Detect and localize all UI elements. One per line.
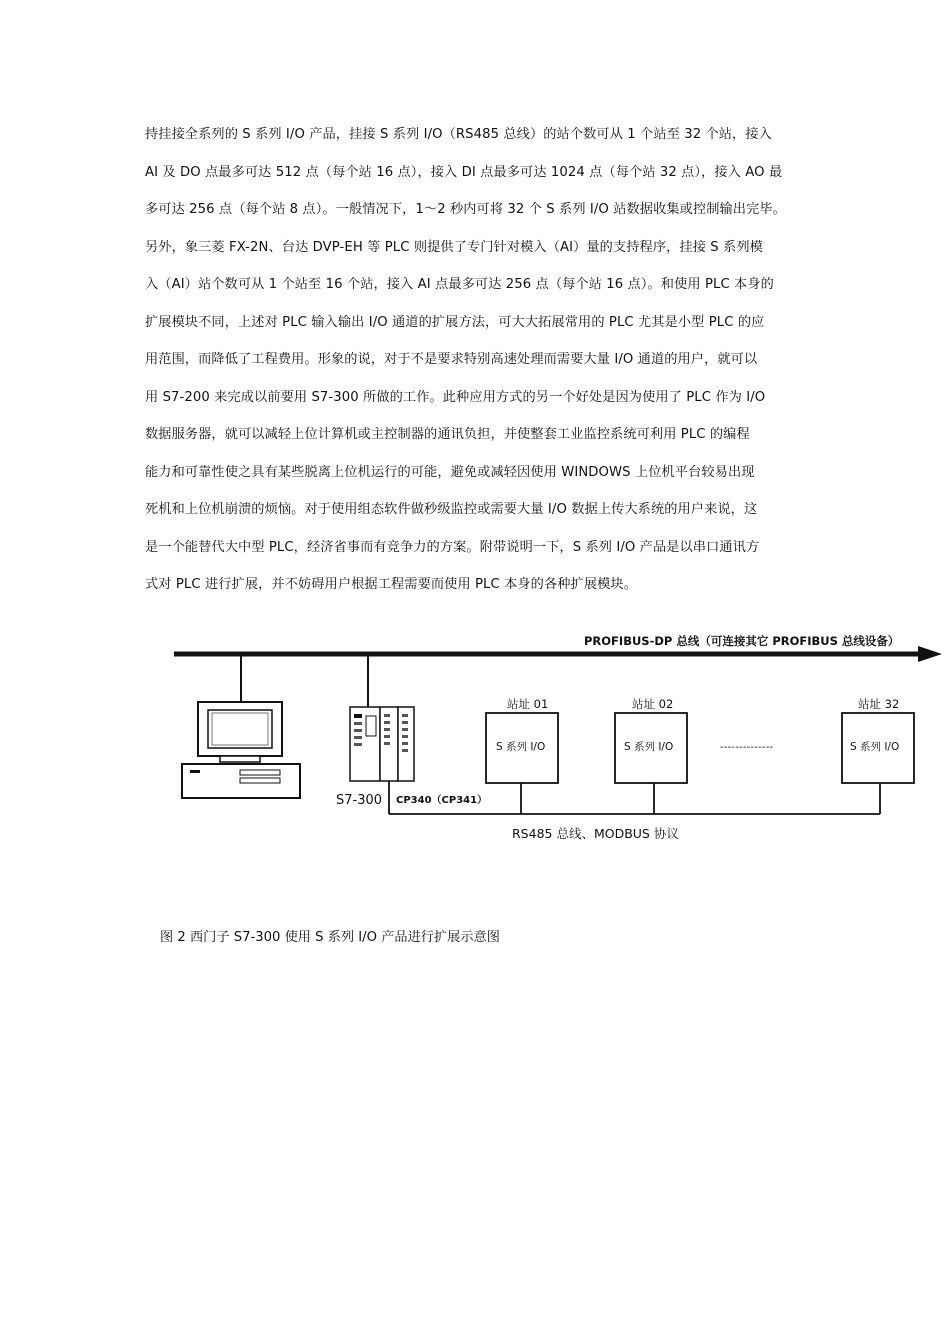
paragraph-line: AI 及 DO 点最多可达 512 点（每个站 16 点），接入 DI 点最多可达 1024 点（每个站 32 点），接入 AO 最 <box>145 164 783 180</box>
station-title: 站址 32 <box>858 697 900 711</box>
station-box-label: S 系列 I/O <box>624 741 674 753</box>
paragraph-line: 数据服务器，就可以减轻上位计算机或主控制器的通讯负担，并使整套工业监控系统可利用 PLC 的编程 <box>145 427 750 442</box>
computer-icon <box>182 654 300 798</box>
station-box-label: S 系列 I/O <box>496 741 546 753</box>
paragraph-line: 持挂接全系列的 S 系列 I/O 产品，挂接 S 系列 I/O（RS485 总线）的站个数可从 1 个站至 32 个站，接入 <box>145 127 772 142</box>
plc-label: S7-300 <box>336 793 383 808</box>
stations-ellipsis: -------------- <box>720 742 774 753</box>
paragraph-line: 用范围，而降低了工程费用。形象的说，对于不是要求特别高速处理而需要大量 I/O 通道的用户，就可以 <box>145 352 758 367</box>
rs485-label: RS485 总线、MODBUS 协议 <box>512 826 679 841</box>
station-box-label: S 系列 I/O <box>850 741 900 753</box>
paragraph-line: 式对 PLC 进行扩展，并不妨碍用户根据工程需要而使用 PLC 本身的各种扩展模块。 <box>145 577 637 592</box>
figure-caption: 图 2 西门子 S7-300 使用 S 系列 I/O 产品进行扩展示意图 <box>160 930 500 945</box>
profibus-bus-label: PROFIBUS-DP 总线（可连接其它 PROFIBUS 总线设备） <box>584 634 900 648</box>
paragraph-line: 能力和可靠性使之具有某些脱离上位机运行的可能，避免或减轻因使用 WINDOWS 上位机平台较易出现 <box>145 464 755 480</box>
paragraph-line: 另外，象三菱 FX-2N、台达 DVP-EH 等 PLC 则提供了专门针对模入（AI）量的支持程序，挂接 S 系列模 <box>145 239 763 255</box>
profibus-bus <box>174 646 942 662</box>
paragraph-line: 多可达 256 点（每个站 8 点）。一般情况下，1～2 秒内可将 32 个 S 系列 I/O 站数据收集或控制输出完毕。 <box>145 202 786 217</box>
network-diagram <box>160 610 945 850</box>
paragraph-line: 扩展模块不同，上述对 PLC 输入输出 I/O 通道的扩展方法，可大大拓展常用的 PLC 尤其是小型 PLC 的应 <box>145 314 765 330</box>
module-label: CP340（CP341） <box>396 795 488 806</box>
paragraph-line: 入（AI）站个数可从 1 个站至 16 个站，接入 AI 点最多可达 256 点（每个站 16 点）。和使用 PLC 本身的 <box>145 277 774 292</box>
paragraph-line: 用 S7-200 来完成以前要用 S7-300 所做的工作。此种应用方式的另一个好处是因为使用了 PLC 作为 I/O <box>145 389 766 405</box>
station-title: 站址 02 <box>632 697 674 711</box>
plc-rack <box>350 654 414 781</box>
paragraph-line: 死机和上位机崩溃的烦恼。对于使用组态软件做秒级监控或需要大量 I/O 数据上传大系统的用户来说，这 <box>145 502 758 517</box>
paragraph-line: 是一个能替代大中型 PLC，经济省事而有竞争力的方案。附带说明一下，S 系列 I/O 产品是以串口通讯方 <box>145 539 760 555</box>
body-paragraph <box>145 124 817 612</box>
station-title: 站址 01 <box>507 697 549 711</box>
